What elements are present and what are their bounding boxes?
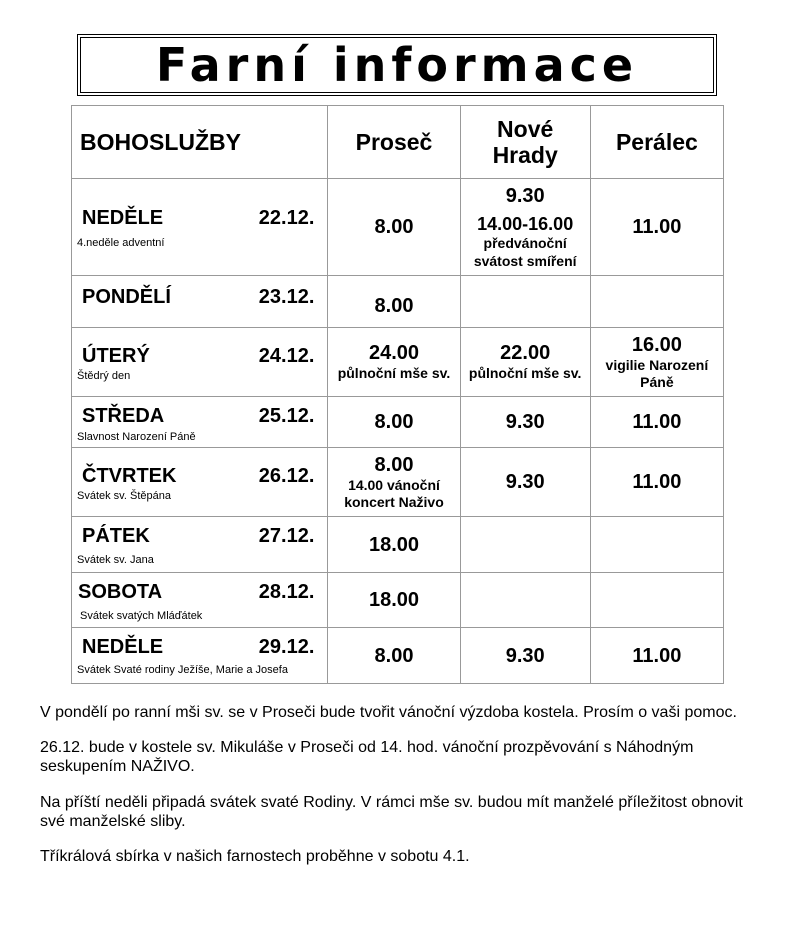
day-note: Svátek Svaté rodiny Ježíše, Marie a Josefa xyxy=(77,664,288,676)
time-value: 8.00 xyxy=(374,453,414,476)
table-header-row xyxy=(72,106,724,179)
schedule-table xyxy=(71,105,724,684)
table-row xyxy=(72,448,724,517)
table-row xyxy=(72,397,724,448)
prosec-cell xyxy=(328,179,460,276)
table-row xyxy=(72,573,724,628)
nove-hrady-cell xyxy=(460,517,590,573)
announcement-paragraph: Tříkrálová sbírka v našich farnostech proběhne v sobotu 4.1. xyxy=(40,847,470,865)
time-value: 11.00 xyxy=(632,216,682,238)
event-note: předvánoční xyxy=(483,235,567,252)
page-title: Farní informace xyxy=(155,38,639,92)
time-value: 24.00 xyxy=(368,342,420,365)
nove-hrady-cell xyxy=(460,573,590,628)
day-cell xyxy=(72,179,328,276)
day-date: 23.12. xyxy=(258,286,315,308)
day-name: PONDĚLÍ xyxy=(82,286,171,308)
event-note: Páně xyxy=(640,374,674,390)
day-date: 26.12. xyxy=(258,465,315,487)
day-name: NEDĚLE xyxy=(82,636,164,658)
header-peralec: Perálec xyxy=(590,106,723,179)
day-note: Svátek svatých Mláďátek xyxy=(80,610,203,622)
peralec-cell xyxy=(590,328,723,397)
event-note: vigilie Narození xyxy=(605,356,709,373)
day-name: SOBOTA xyxy=(78,581,163,603)
time-value: 11.00 xyxy=(632,471,682,493)
time-value: 9.30 xyxy=(505,411,545,433)
day-note: Svátek sv. Štěpána xyxy=(77,490,171,502)
day-cell xyxy=(72,448,328,517)
time-value: 11.00 xyxy=(632,644,682,667)
table-row xyxy=(72,628,724,684)
event-note: půlnoční mše sv. xyxy=(468,365,582,382)
header-nove-hrady xyxy=(460,106,590,179)
prosec-cell xyxy=(328,276,460,328)
day-cell xyxy=(72,328,328,397)
day-name: ČTVRTEK xyxy=(82,465,177,487)
day-date: 22.12. xyxy=(258,207,315,229)
peralec-cell xyxy=(590,573,723,628)
nove-hrady-cell xyxy=(460,328,590,397)
event-note: 14.00 vánoční xyxy=(348,476,440,493)
day-date: 24.12. xyxy=(258,345,315,367)
announcements xyxy=(40,703,770,882)
prosec-cell xyxy=(328,517,460,573)
prosec-cell xyxy=(328,448,460,517)
nove-hrady-cell xyxy=(460,179,590,276)
peralec-cell xyxy=(590,179,723,276)
day-note: Štědrý den xyxy=(77,370,131,382)
event-note: koncert Naživo xyxy=(344,494,444,510)
time-value: 8.00 xyxy=(374,216,414,238)
nove-hrady-cell xyxy=(460,397,590,448)
time-range: 14.00-16.00 xyxy=(477,213,574,234)
peralec-cell xyxy=(590,276,723,328)
nove-hrady-cell xyxy=(460,276,590,328)
peralec-cell xyxy=(590,448,723,517)
time-value: 11.00 xyxy=(632,411,682,433)
day-date: 25.12. xyxy=(258,405,315,427)
day-name: PÁTEK xyxy=(82,525,150,547)
day-note: Slavnost Narození Páně xyxy=(77,431,196,443)
nove-hrady-cell xyxy=(460,628,590,684)
table-row xyxy=(72,517,724,573)
table-row xyxy=(72,276,724,328)
table-row xyxy=(72,179,724,276)
announcement-paragraph: Na příští neděli připadá svátek svaté Rodiny. V rámci mše sv. budou mít manželé příležitost obnovit své manželské sliby. xyxy=(40,793,743,830)
event-note: půlnoční mše sv. xyxy=(337,365,451,382)
table-row xyxy=(72,328,724,397)
day-cell xyxy=(72,397,328,448)
event-note: svátost smíření xyxy=(473,252,577,269)
day-name: ÚTERÝ xyxy=(82,345,150,367)
prosec-cell xyxy=(328,397,460,448)
title-frame xyxy=(77,34,717,96)
peralec-cell xyxy=(590,517,723,573)
day-date: 29.12. xyxy=(258,636,315,658)
time-value: 16.00 xyxy=(631,333,682,356)
header-services: BOHOSLUŽBY xyxy=(72,106,328,179)
header-nove-hrady-line2: Hrady xyxy=(492,142,558,168)
day-cell xyxy=(72,628,328,684)
nove-hrady-cell xyxy=(460,448,590,517)
time-value: 8.00 xyxy=(374,294,414,317)
header-nove-hrady-line1: Nové xyxy=(497,115,554,142)
day-cell xyxy=(72,276,328,328)
time-value: 8.00 xyxy=(374,644,414,667)
prosec-cell xyxy=(328,328,460,397)
header-prosec: Proseč xyxy=(328,106,460,179)
day-note: 4.neděle adventní xyxy=(77,237,165,249)
time-value: 9.30 xyxy=(505,184,545,207)
announcement-paragraph: 26.12. bude v kostele sv. Mikuláše v Proseči od 14. hod. vánoční prozpěvování s Náhodným seskupením NAŽIVO. xyxy=(40,739,694,776)
day-cell xyxy=(72,573,328,628)
time-value: 8.00 xyxy=(374,411,414,433)
day-name: NEDĚLE xyxy=(82,207,164,229)
time-value: 9.30 xyxy=(505,471,545,493)
time-value: 18.00 xyxy=(368,533,420,556)
prosec-cell xyxy=(328,628,460,684)
prosec-cell xyxy=(328,573,460,628)
announcement-paragraph: V pondělí po ranní mši sv. se v Proseči bude tvořit vánoční výzdoba kostela. Prosím o vaši pomoc. xyxy=(40,704,737,721)
day-cell xyxy=(72,517,328,573)
day-date: 27.12. xyxy=(258,525,315,547)
day-note: Svátek sv. Jana xyxy=(77,554,154,566)
time-value: 18.00 xyxy=(368,589,420,611)
peralec-cell xyxy=(590,628,723,684)
title-inner-frame xyxy=(80,37,714,93)
day-date: 28.12. xyxy=(258,581,315,603)
day-name: STŘEDA xyxy=(82,405,165,427)
time-value: 9.30 xyxy=(505,644,545,667)
time-value: 22.00 xyxy=(500,342,551,365)
peralec-cell xyxy=(590,397,723,448)
